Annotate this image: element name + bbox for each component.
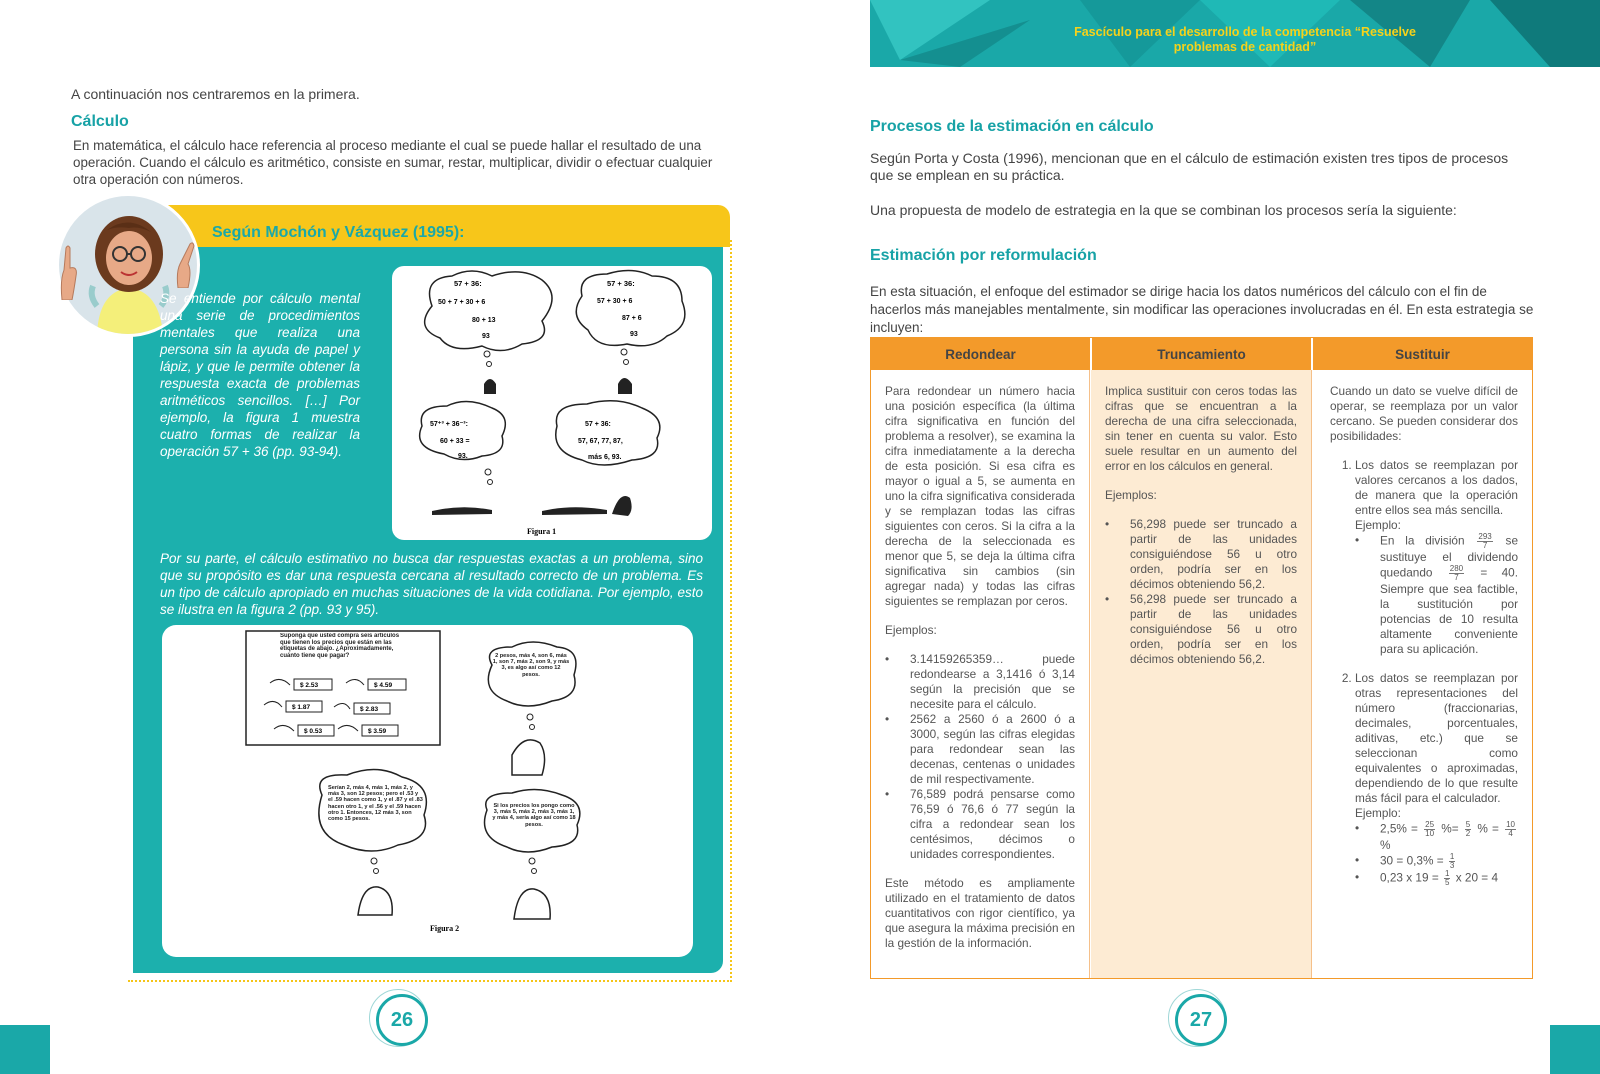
fig1-b2-top: 57 + 36: bbox=[607, 279, 635, 288]
redondear-ejemplos-label: Ejemplos: bbox=[885, 623, 937, 637]
figure-1-bubble-3 bbox=[420, 401, 506, 515]
division-text: En la división bbox=[1380, 533, 1465, 548]
example-text: % bbox=[1380, 838, 1391, 852]
page-number-left: 26 bbox=[376, 994, 428, 1046]
table-header-redondear: Redondear bbox=[871, 338, 1090, 370]
price-tag-1: $ 2.53 bbox=[300, 682, 319, 689]
fig1-b4-res: más 6, 93. bbox=[588, 454, 622, 461]
figure-2-box-text: Suponga que usted compra seis artículos que tienen los precios que están en las etiquetas de abajo. ¿Aproximadamente, cuánto tiene que pagar? bbox=[280, 633, 400, 659]
section-title-reformulacion: Estimación por reformulación bbox=[870, 247, 1097, 264]
ejemplo-label: Ejemplo: bbox=[1355, 806, 1401, 820]
sustituir-paragraph: Cuando un dato se vuelve difícil de operar, se reemplaza por un valor cercano. Se pueden considerar dos posibilidades: bbox=[1330, 384, 1518, 443]
fig1-b1-res: 93 bbox=[482, 333, 490, 340]
section-title-calculo: Cálculo bbox=[71, 113, 129, 130]
fraction: $\frac{5}{2}$ bbox=[1465, 820, 1471, 838]
figure-1-caption: Figura 1 bbox=[527, 527, 557, 536]
list-item: • 56,298 puede ser truncado a partir de las unidades consiguiéndose 56 u otro orden, podría ser en los décimos obteniendo 56,2. bbox=[1130, 517, 1297, 592]
table-header-truncamiento: Truncamiento bbox=[1092, 338, 1311, 370]
figure-2-bubble-c bbox=[485, 789, 580, 919]
quote-paragraph: Se entiende por cálculo mental una serie de procedimientos mentales que realiza una persona sin la ayuda de papel y lápiz, y que le permite obtener la respuesta exacta de problemas aritméticos sencillos. […] Por ejemplo, la figura 1 muestra cuatro formas de realizar la operación 57 + 36 (pp. 93-94). bbox=[160, 291, 360, 459]
figure-2-caption: Figura 2 bbox=[430, 924, 460, 933]
raised-hand-right-icon bbox=[170, 238, 196, 288]
truncamiento-paragraph: Implica sustituir con ceros todas las cifras que se encuentran a la derecha de una cifra seleccionada, sin tener en cuenta su valor. Esto suele resultar en un aumento del error en los cálculos en general. bbox=[1105, 384, 1297, 473]
figure-2-bubble-c-text: Si los precios los pongo como 3, más 5, más 2, más 3, más 1, y más 4, sería algo así como 18 pesos. bbox=[492, 803, 576, 828]
fig1-b2-sub: 87 + 6 bbox=[622, 315, 642, 322]
truncamiento-ejemplos-label: Ejemplos: bbox=[1105, 488, 1157, 502]
fig1-b1-top: 57 + 36: bbox=[454, 279, 482, 288]
price-tag-2: $ 4.59 bbox=[374, 682, 393, 689]
redondear-paragraph: Para redondear un número hacia una posición específica (la última cifra significativa en función del problema a resolver), se examina la cifra inmediatamente a la derecha de esta posición. Si esa cifra es mayor o igual a 5, se aumenta en uno la cifra significativa considerada y se remplazan todas las cifras siguientes con ceros. Si la cifra a la derecha de la seleccionada es menor que 5, se deja la última cifra significativa sin cambios (sin agregar nada) y todas las cifras siguientes se remplazan por ceros. bbox=[885, 384, 1075, 608]
figure-1-bubble-2 bbox=[576, 270, 685, 394]
fig1-b4-mid: 57, 67, 77, 87, bbox=[578, 438, 623, 445]
fig1-b2-res: 93 bbox=[630, 331, 638, 338]
figure-2-bubble-a-text: 2 pesos, más 4, son 6, más 1, son 7, más 2, son 9, y más 3, es algo así como 12 pesos. bbox=[492, 653, 570, 678]
section-title-procesos: Procesos de la estimación en cálculo bbox=[870, 118, 1154, 135]
table-header-sustituir: Sustituir bbox=[1313, 338, 1532, 370]
list-item: • 76,589 podrá pensarse como 76,59 ó 76,6 ó 77 según la cifra a redondear sean los centésimos, décimos o unidades correspondientes. bbox=[910, 787, 1075, 862]
price-tag-6: $ 3.59 bbox=[368, 728, 387, 735]
calculo-paragraph: En matemática, el cálculo hace referencia al proceso mediante el cual se puede hallar el resultado de una operación. Cuando el cálculo es aritmético, consiste en sumar, restar, multiplicar, dividir o efectuar cualquier otra operación con números. bbox=[73, 138, 713, 187]
price-tag-5: $ 0.53 bbox=[304, 728, 323, 735]
sustituir-item-2: Los datos se reemplazan por otras representaciones del número (fraccionarias, decimales, porcentuales, aditivas, etc.) que se seleccionan como equivalentes o aproximadas, dependiendo de lo que resulte más fácil para el calculador. bbox=[1355, 671, 1518, 805]
figure-2-bubble-b-text: Serían 2, más 4, más 1, más 2, y más 3, son 12 pesos; pero el .53 y el .59 hacen como 1, y el .87 y el .83 hacen otro 1, y el .56 y el .59 hacen otro 1. Entonces, 12 más 3, son como 15 pesos. bbox=[328, 785, 423, 823]
example-text: 30 = 0,3% = bbox=[1380, 853, 1444, 868]
strategies-table bbox=[870, 337, 1533, 979]
price-tag-4: $ 2.83 bbox=[360, 706, 379, 713]
fraction: $\frac{25}{10}$ bbox=[1425, 820, 1435, 838]
procesos-paragraph: Según Porta y Costa (1996), mencionan que en el cálculo de estimación existen tres tipos de procesos que se emplean en su práctica. bbox=[870, 150, 1509, 183]
fraction: $\frac{1}{3}$ bbox=[1449, 852, 1455, 870]
fig1-b3-res: 93. bbox=[458, 453, 468, 460]
fig1-b1-mid: 50 + 7 + 30 + 6 bbox=[438, 299, 486, 306]
raised-hand-left-icon bbox=[52, 240, 82, 300]
example-text: %= bbox=[1441, 821, 1459, 836]
figure-2-price-box bbox=[246, 631, 440, 745]
estimativo-paragraph: Por su parte, el cálculo estimativo no busca dar respuestas exactas a un problema, sino que su propósito es dar una respuesta cercana al resultado correcto de un problema. Es un tipo de cálculo apropiado en muchas situaciones de la vida cotidiana. Por ejemplo, esto se ilustra en la figura 2 (pp. 93 y 95). bbox=[160, 551, 703, 617]
figure-2-bubble-a bbox=[488, 642, 576, 775]
redondear-closing: Este método es ampliamente utilizado en el tratamiento de datos cuantitativos con rigor científico, ya que asegura la máxima precisión en la gestión de la información. bbox=[885, 876, 1075, 950]
figure-1-bubble-4 bbox=[542, 401, 660, 516]
fraction: $\frac{280}{7}$ bbox=[1449, 564, 1464, 582]
fraction: $\frac{10}{4}$ bbox=[1506, 820, 1516, 838]
page-number-right: 27 bbox=[1175, 994, 1227, 1046]
figure-1-card bbox=[392, 266, 712, 540]
corner-decoration bbox=[0, 1025, 50, 1074]
sustituir-item-1: Los datos se reemplazan por valores cercanos a los dados, de manera que la operación entre ellos sea más sencilla. bbox=[1355, 458, 1518, 517]
fig1-b1-sub: 80 + 13 bbox=[472, 317, 496, 324]
figure-2-bubble-b bbox=[319, 769, 427, 915]
list-item: • 3.14159265359… puede redondearse a 3,1416 ó 3,14 según la precisión que se necesite para el cálculo. bbox=[910, 652, 1075, 712]
fig1-b3-top: 57⁺³ + 36⁻³: bbox=[430, 421, 468, 428]
division-text: = 40. Siempre que sea factible, la sustitución por potencias de 10 resulta altamente conveniente para su aplicación. bbox=[1380, 565, 1518, 656]
ejemplo-label: Ejemplo: bbox=[1355, 518, 1401, 532]
example-text: x 20 = 4 bbox=[1455, 870, 1499, 885]
propuesta-paragraph: Una propuesta de modelo de estrategia en la que se combinan los procesos sería la siguiente: bbox=[870, 202, 1457, 218]
reformulacion-paragraph: En esta situación, el enfoque del estimador se dirige hacia los datos numéricos del cálculo con el fin de hacerlos más manejables mentalmente, sin modificar las operaciones involucradas en él. En esta estrategia se incluyen: bbox=[870, 284, 1534, 335]
column-redondear bbox=[871, 370, 1090, 978]
fraction: $\frac{1}{5}$ bbox=[1444, 869, 1450, 887]
fraction: $\frac{293}{7}$ bbox=[1478, 532, 1492, 550]
fig1-b4-top: 57 + 36: bbox=[585, 421, 611, 428]
list-item: • 2562 a 2560 ó a 2600 ó a 3000, según las cifras elegidas para redondear sean las decenas, centenas o unidades de mil respectivamente. bbox=[910, 712, 1075, 787]
example-text: 2,5% = bbox=[1380, 821, 1418, 836]
column-truncamiento bbox=[1091, 370, 1312, 978]
column-sustituir bbox=[1312, 370, 1532, 978]
fig1-b3-mid: 60 + 33 = bbox=[440, 438, 470, 445]
figure-1-bubble-1 bbox=[425, 271, 552, 394]
list-item: • 56,298 puede ser truncado a partir de las unidades consiguiéndose 56 u otro orden, podría ser en los décimos obteniendo 56,2. bbox=[1130, 592, 1297, 667]
intro-text: A continuación nos centraremos en la primera. bbox=[71, 86, 360, 102]
example-text: % = bbox=[1477, 821, 1499, 836]
price-tag-3: $ 1.87 bbox=[292, 704, 311, 711]
corner-decoration bbox=[1550, 1025, 1600, 1074]
header-title: Fascículo para el desarrollo de la competencia “Resuelve problemas de cantidad” bbox=[1074, 25, 1416, 54]
division-text: se sustituye el dividendo quedando bbox=[1380, 533, 1519, 580]
quote-title: Según Mochón y Vázquez (1995): bbox=[212, 224, 465, 241]
fig1-b2-mid: 57 + 30 + 6 bbox=[597, 298, 633, 305]
figure-2-card bbox=[162, 625, 693, 957]
example-text: 0,23 x 19 = bbox=[1380, 870, 1439, 885]
